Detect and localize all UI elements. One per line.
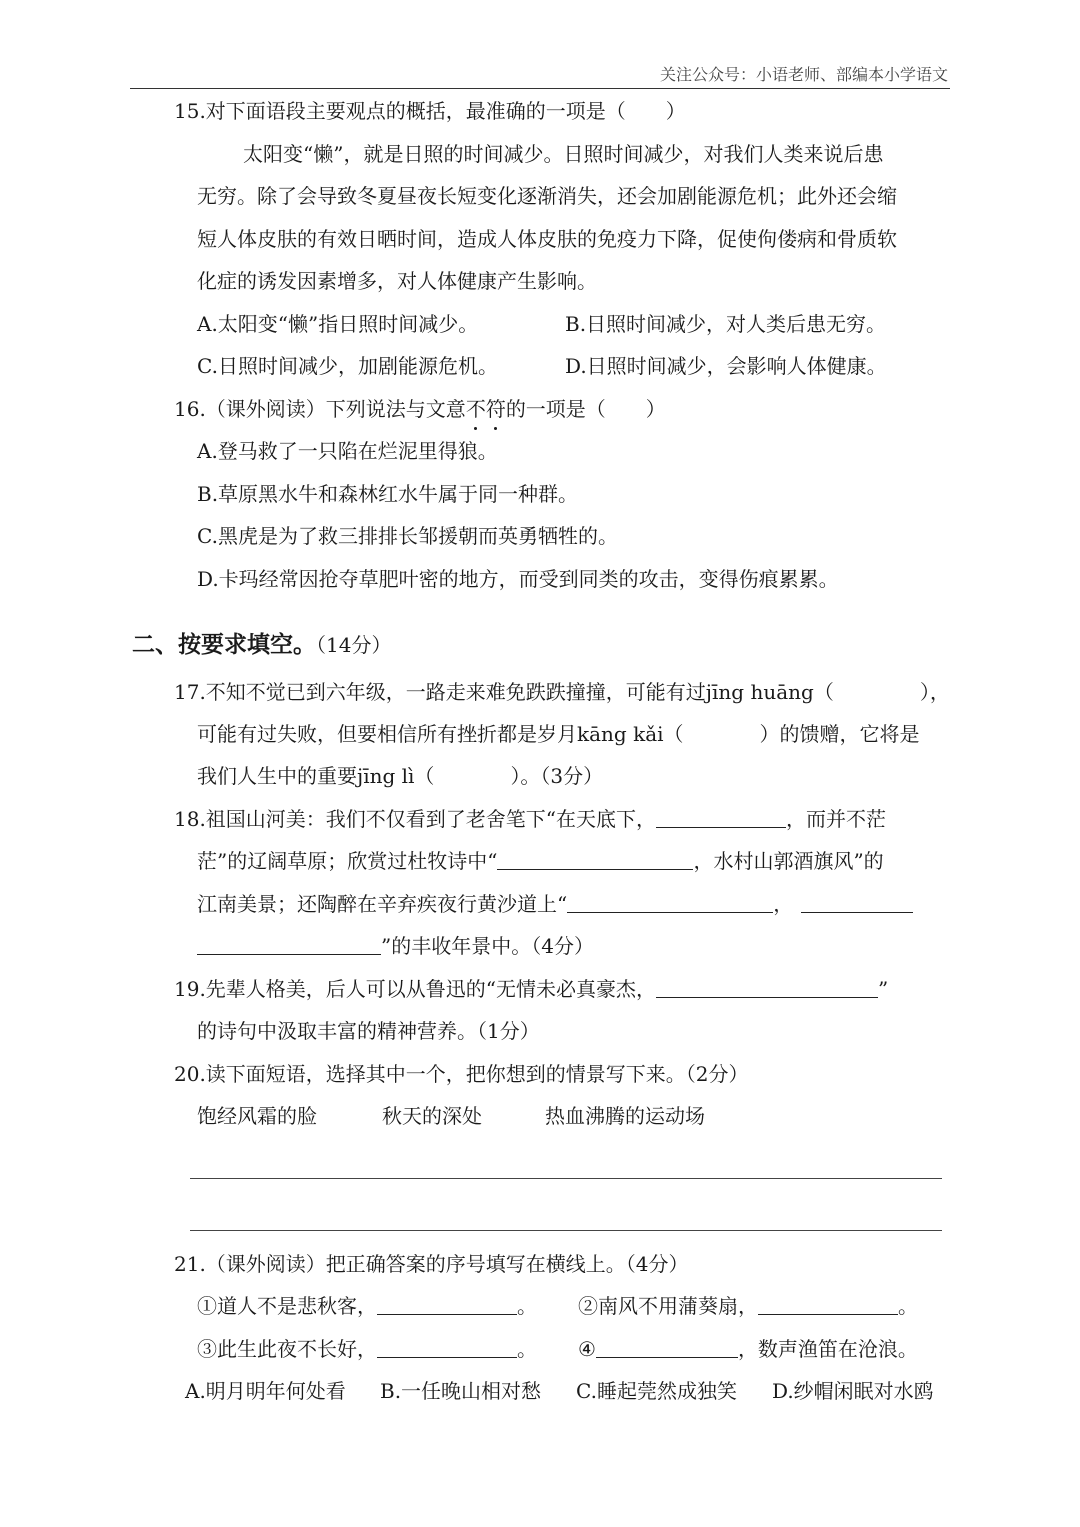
q21-item-4	[578, 1335, 918, 1363]
q18-text-2a: 茫”的辽阔草原；欣赏过杜牧诗中“	[197, 849, 498, 873]
section-title-text: 二、按要求填空。	[132, 632, 316, 658]
q18-line-4	[197, 932, 594, 960]
q21-choice-a[interactable]: A.明月明年何处看	[185, 1379, 346, 1403]
q17-text-3a: 我们人生中的重要jīng lì（	[197, 764, 435, 788]
q17-line-3	[197, 762, 603, 790]
q15-passage-line-4: 化症的诱发因素增多，对人体健康产生影响。	[197, 269, 597, 293]
q19-line-1	[174, 975, 888, 1003]
q17-text-1a: 17.不知不觉已到六年级，一路走来难免跌跌撞撞，可能有过jīng huāng（	[174, 680, 834, 704]
q17-text-2a: 可能有过失败，但要相信所有挫折都是岁月kāng kǎi（	[197, 722, 684, 746]
q18-line-3	[197, 890, 913, 918]
header-divider	[130, 88, 950, 89]
q18-text-4b: ”的丰收年景中。（4分）	[381, 934, 594, 958]
answer-blank[interactable]	[758, 1296, 898, 1315]
q20-phrase-1: 饱经风霜的脸	[197, 1104, 317, 1128]
answer-blank[interactable]	[377, 1339, 517, 1358]
q21-stem: 21.（课外阅读）把正确答案的序号填写在横线上。（4分）	[174, 1252, 689, 1276]
q15-passage-line-3: 短人体皮肤的有效日晒时间，造成人体皮肤的免疫力下降，促使佝偻病和骨质软	[197, 227, 897, 251]
answer-blank[interactable]	[656, 979, 878, 998]
q21-item-3	[197, 1335, 537, 1363]
q16-stem-pre: 16.（课外阅读）下列说法与文意	[174, 397, 466, 421]
q21-item-1	[197, 1292, 537, 1320]
q16-option-d[interactable]: D.卡玛经常因抢夺草肥叶密的地方，而受到同类的攻击，变得伤痕累累。	[197, 567, 839, 591]
q20-stem: 20.读下面短语，选择其中一个，把你想到的情景写下来。（2分）	[174, 1062, 749, 1086]
answer-blank[interactable]	[497, 851, 693, 870]
q15-passage-line-2: 无穷。除了会导致冬夏昼夜长短变化逐渐消失，还会加剧能源危机；此外还会缩	[197, 184, 897, 208]
answer-blank[interactable]	[801, 894, 913, 913]
q16-stem-post: 的一项是（ ）	[505, 397, 666, 421]
q18-line-2	[197, 847, 884, 875]
q18-text-2b: ，水村山郭酒旗风”的	[693, 849, 884, 873]
q16-option-a[interactable]: A.登马救了一只陷在烂泥里得狼。	[197, 439, 498, 463]
answer-blank[interactable]	[567, 894, 773, 913]
q17-text-1b: ），	[919, 680, 950, 704]
q15-option-d[interactable]: D.日照时间减少，会影响人体健康。	[565, 354, 887, 378]
writing-line[interactable]	[190, 1178, 942, 1179]
q16-option-c[interactable]: C.黑虎是为了救三排排长邹援朝而英勇牺牲的。	[197, 524, 618, 548]
q21-choice-c[interactable]: C.睡起莞然成独笑	[576, 1379, 737, 1403]
q17-text-2b: ）的馈赠，它将是	[759, 722, 920, 746]
q20-phrase-3: 热血沸腾的运动场	[545, 1104, 705, 1128]
q21-item-4-end: ，数声渔笛在沧浪。	[737, 1337, 918, 1361]
q18-text-3b: ，	[773, 892, 794, 916]
q15-stem: 15.对下面语段主要观点的概括，最准确的一项是（ ）	[174, 99, 686, 123]
q17-line-1	[174, 678, 950, 706]
q21-item-2-text: ②南风不用蒲葵扇，	[578, 1294, 758, 1318]
q15-option-b[interactable]: B.日照时间减少，对人类后患无穷。	[565, 312, 887, 336]
q17-line-2	[197, 720, 920, 748]
q18-line-1	[174, 805, 886, 833]
q21-item-4-text: ④	[578, 1337, 596, 1361]
q15-passage-line-1: 太阳变“懒”，就是日照的时间减少。日照时间减少，对我们人类来说后患	[243, 142, 884, 166]
q19-text-1a: 19.先辈人格美，后人可以从鲁迅的“无情未必真豪杰，	[174, 977, 657, 1001]
header-text: 关注公众号：小语老师、部编本小学语文	[659, 65, 948, 84]
section-title	[132, 628, 391, 662]
q21-item-1-end: 。	[517, 1294, 537, 1318]
answer-blank[interactable]	[656, 809, 786, 828]
q15-option-a[interactable]: A.太阳变“懒”指日照时间减少。	[197, 312, 479, 336]
q18-text-1b: ，而并不茫	[786, 807, 887, 831]
q20-phrase-2: 秋天的深处	[382, 1104, 482, 1128]
q15-option-c[interactable]: C.日照时间减少，加剧能源危机。	[197, 354, 498, 378]
writing-line[interactable]	[190, 1230, 942, 1231]
q18-text-1a: 18.祖国山河美：我们不仅看到了老舍笔下“在天底下，	[174, 807, 657, 831]
q21-item-1-text: ①道人不是悲秋客，	[197, 1294, 377, 1318]
q19-line-2: 的诗句中汲取丰富的精神营养。（1分）	[197, 1019, 540, 1043]
emphasis-dot-char: 不	[465, 397, 486, 421]
q19-text-1b: ”	[878, 977, 889, 1001]
q21-choice-b[interactable]: B.一任晚山相对愁	[380, 1379, 542, 1403]
q21-item-2	[578, 1292, 918, 1320]
answer-blank[interactable]	[377, 1296, 517, 1315]
section-points: （14分）	[316, 633, 392, 657]
q18-text-3a: 江南美景；还陶醉在辛弃疾夜行黄沙道上“	[197, 892, 568, 916]
q21-item-3-text: ③此生此夜不长好，	[197, 1337, 377, 1361]
answer-blank[interactable]	[596, 1339, 738, 1358]
q21-choice-d[interactable]: D.纱帽闲眠对水鸥	[772, 1379, 934, 1403]
q16-stem	[174, 395, 666, 423]
q21-item-3-end: 。	[517, 1337, 537, 1361]
q21-item-2-end: 。	[898, 1294, 918, 1318]
answer-blank[interactable]	[197, 936, 381, 955]
q17-text-3b: ）。（3分）	[510, 764, 604, 788]
q16-option-b[interactable]: B.草原黑水牛和森林红水牛属于同一种群。	[197, 482, 579, 506]
emphasis-dot-char: 符	[485, 397, 506, 421]
